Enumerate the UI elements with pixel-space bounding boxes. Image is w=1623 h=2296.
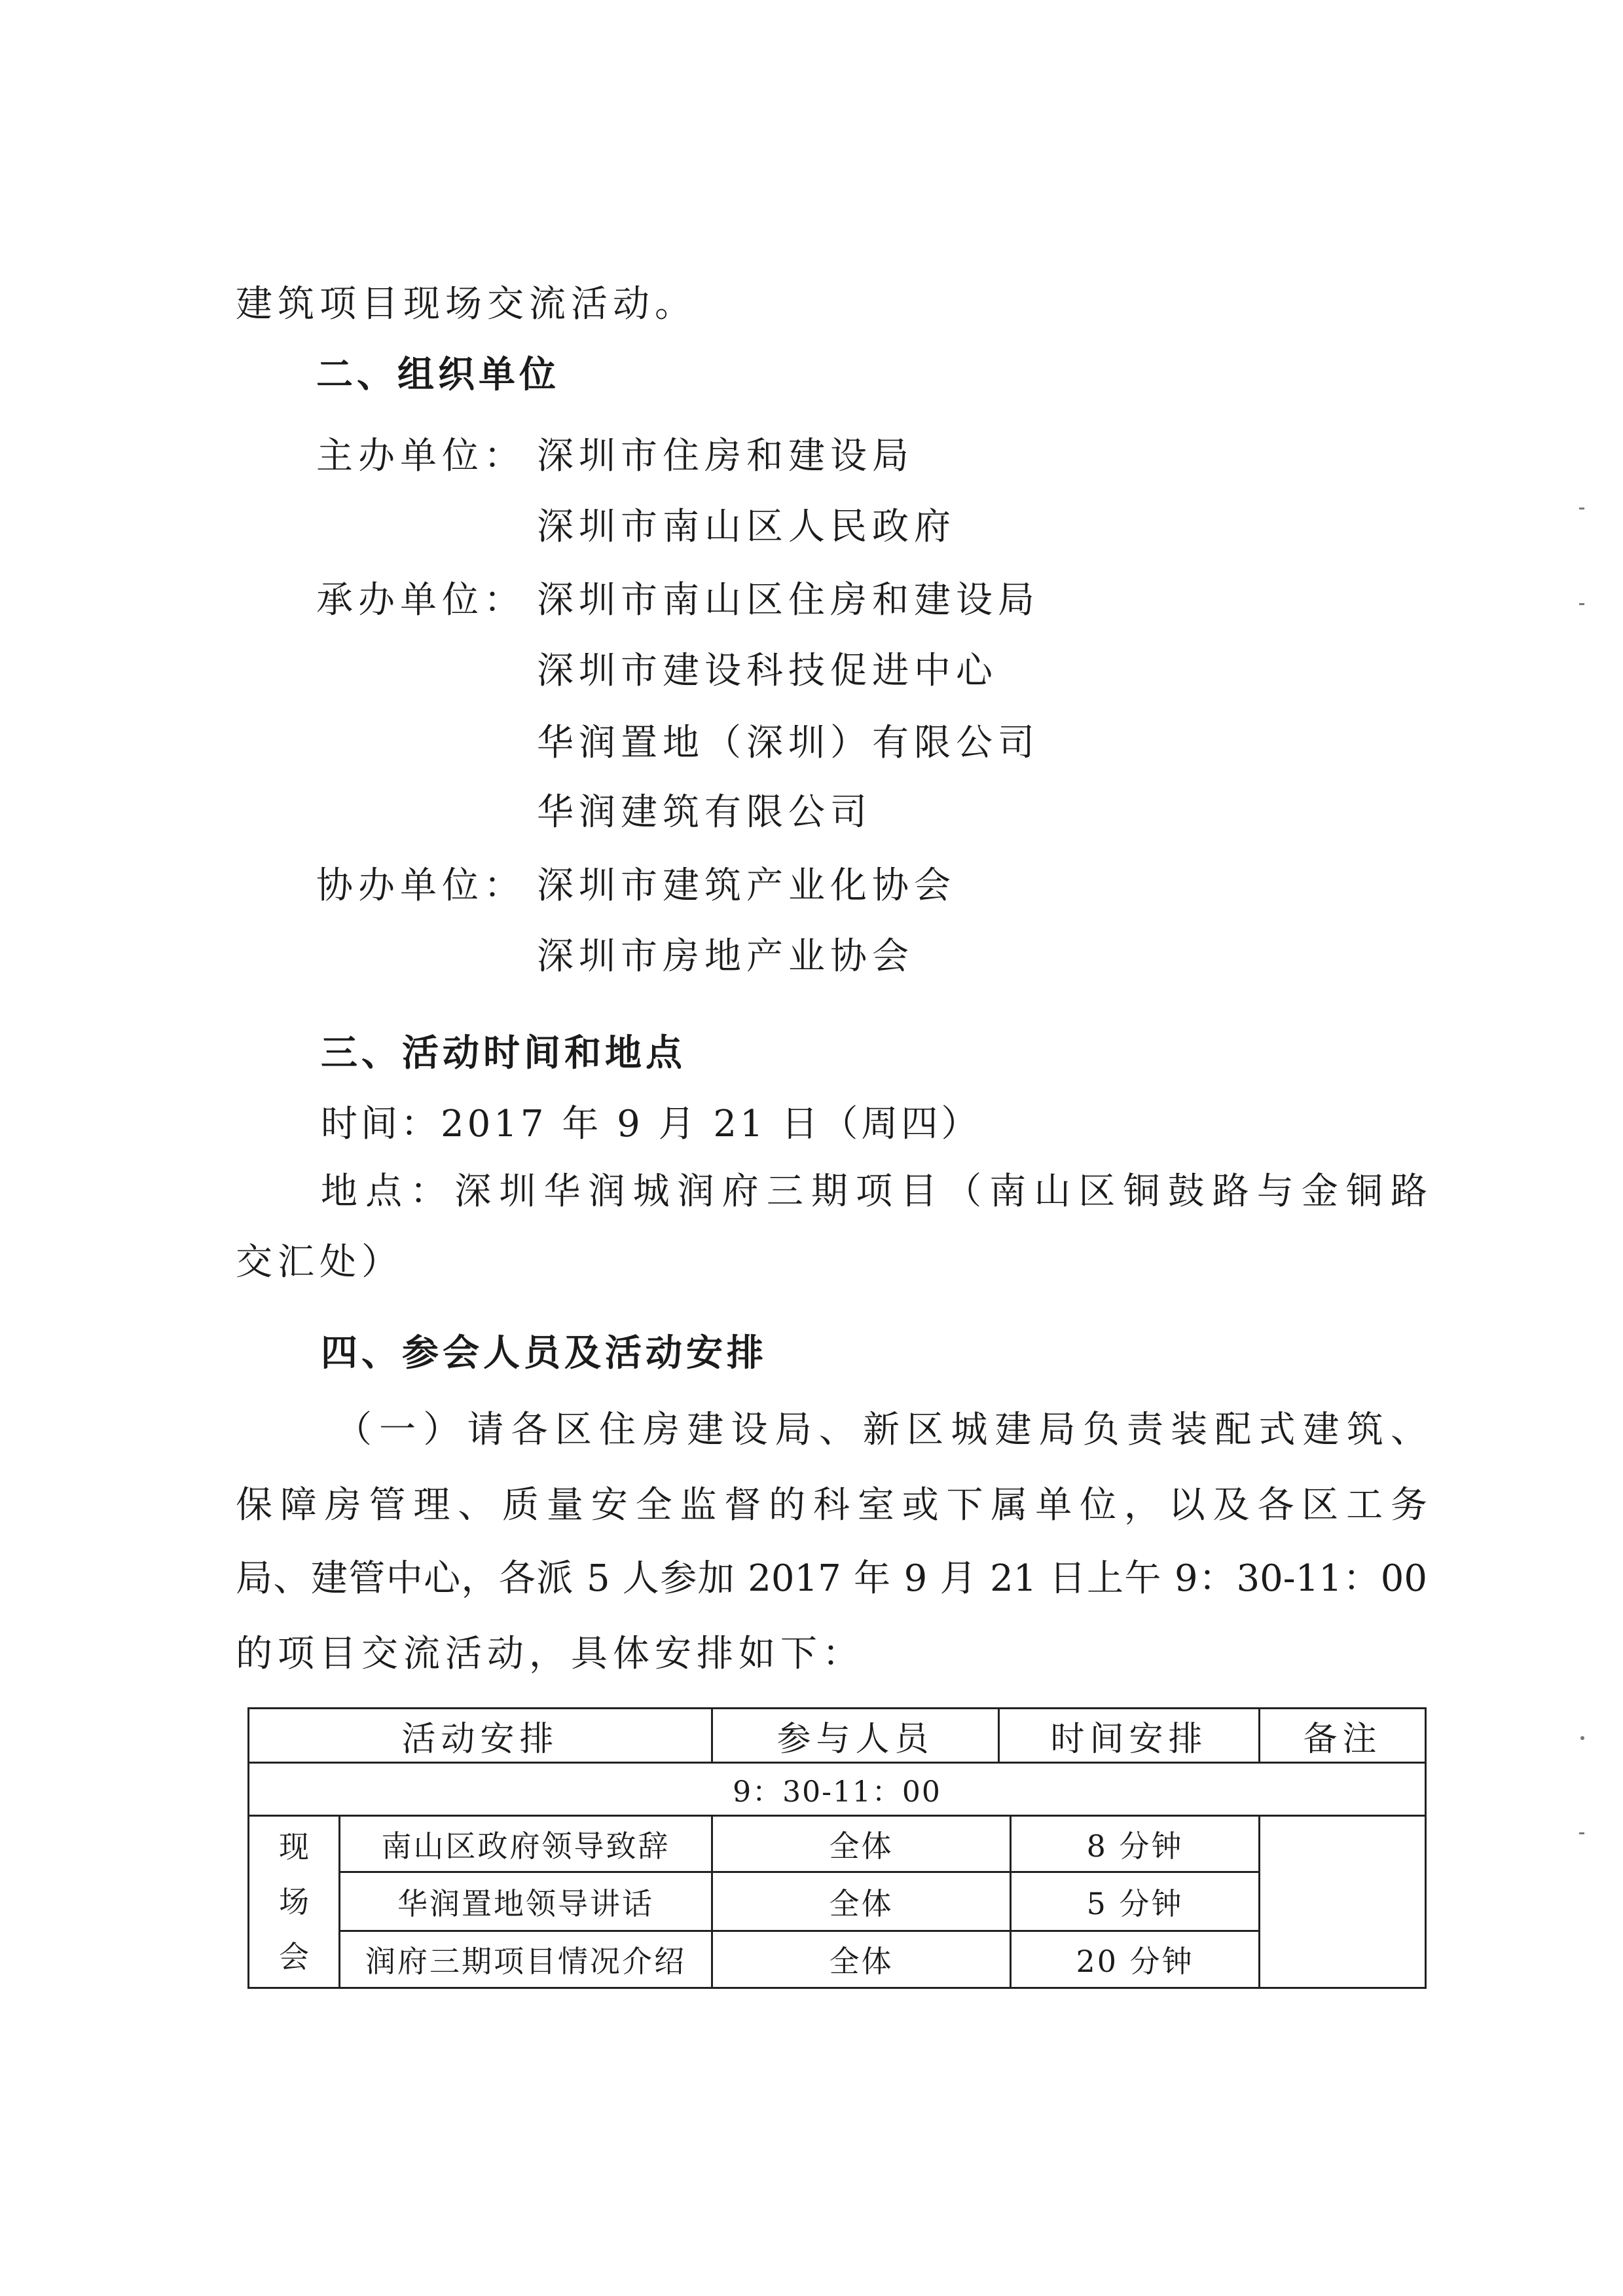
host-label: 主办单位： — [316, 435, 526, 477]
organizer-org: 华润建筑有限公司 — [537, 791, 872, 834]
organizer-org: 深圳市南山区住房和建设局 — [537, 579, 1040, 621]
time-slot: 9：30-11：00 — [249, 1763, 1426, 1816]
activity-cell: 华润置地领导讲话 — [340, 1872, 712, 1931]
duration-cell: 8 分钟 — [1011, 1816, 1260, 1872]
table-header-row — [249, 1709, 1426, 1763]
header-participants: 参与人员 — [712, 1709, 999, 1763]
remark-cell — [1260, 1816, 1426, 1988]
group-label-cell — [249, 1816, 340, 1988]
organizer-org: 深圳市建设科技促进中心 — [537, 650, 998, 692]
table-row — [249, 1931, 1426, 1988]
time-slot-row — [249, 1763, 1426, 1816]
paragraph-line: （一）请各区住房建设局、新区城建局负责装配式建筑、 — [335, 1409, 1427, 1451]
duration-cell: 20 分钟 — [1011, 1931, 1260, 1988]
host-org: 深圳市住房和建设局 — [537, 435, 914, 477]
event-place-line1: 地点：深圳华润城润府三期项目（南山区铜鼓路与金铜路 — [321, 1170, 1427, 1213]
scan-mark — [1579, 508, 1584, 509]
header-activity: 活动安排 — [249, 1709, 712, 1763]
organizer-label: 承办单位： — [316, 579, 526, 621]
duration-cell: 5 分钟 — [1011, 1872, 1260, 1931]
host-org: 深圳市南山区人民政府 — [537, 506, 956, 548]
participants-cell: 全体 — [712, 1816, 1011, 1872]
activity-cell: 润府三期项目情况介绍 — [340, 1931, 712, 1988]
group-label: 现场会 — [279, 1829, 309, 1974]
scan-mark — [1579, 1832, 1584, 1834]
co-organizer-label: 协办单位： — [316, 864, 526, 907]
table-row — [249, 1872, 1426, 1931]
section4-heading: 四、参会人员及活动安排 — [321, 1332, 767, 1375]
participants-cell: 全体 — [712, 1872, 1011, 1931]
schedule-table — [247, 1707, 1427, 1989]
paragraph-line: 局、建管中心，各派 5 人参加 2017 年 9 月 21 日上午 9：30-11：00 — [236, 1557, 1427, 1600]
table-row — [249, 1816, 1426, 1872]
section3-heading: 三、活动时间和地点 — [321, 1032, 686, 1075]
event-place-line2: 交汇处） — [236, 1241, 403, 1284]
event-time: 时间：2017 年 9 月 21 日（周四） — [321, 1103, 981, 1145]
section2-heading: 二、组织单位 — [316, 354, 560, 396]
header-remark: 备注 — [1260, 1709, 1426, 1763]
intro-tail-line: 建筑项目现场交流活动。 — [236, 283, 697, 325]
header-time: 时间安排 — [999, 1709, 1260, 1763]
scan-mark — [1580, 1736, 1584, 1740]
co-organizer-org: 深圳市房地产业协会 — [537, 935, 914, 978]
scan-mark — [1579, 603, 1584, 605]
participants-cell: 全体 — [712, 1931, 1011, 1988]
organizer-org: 华润置地（深圳）有限公司 — [537, 722, 1040, 764]
paragraph-line: 保障房管理、质量安全监督的科室或下属单位，以及各区工务 — [236, 1484, 1427, 1527]
activity-cell: 南山区政府领导致辞 — [340, 1816, 712, 1872]
paragraph-line: 的项目交流活动，具体安排如下： — [236, 1633, 864, 1675]
co-organizer-org: 深圳市建筑产业化协会 — [537, 864, 956, 907]
